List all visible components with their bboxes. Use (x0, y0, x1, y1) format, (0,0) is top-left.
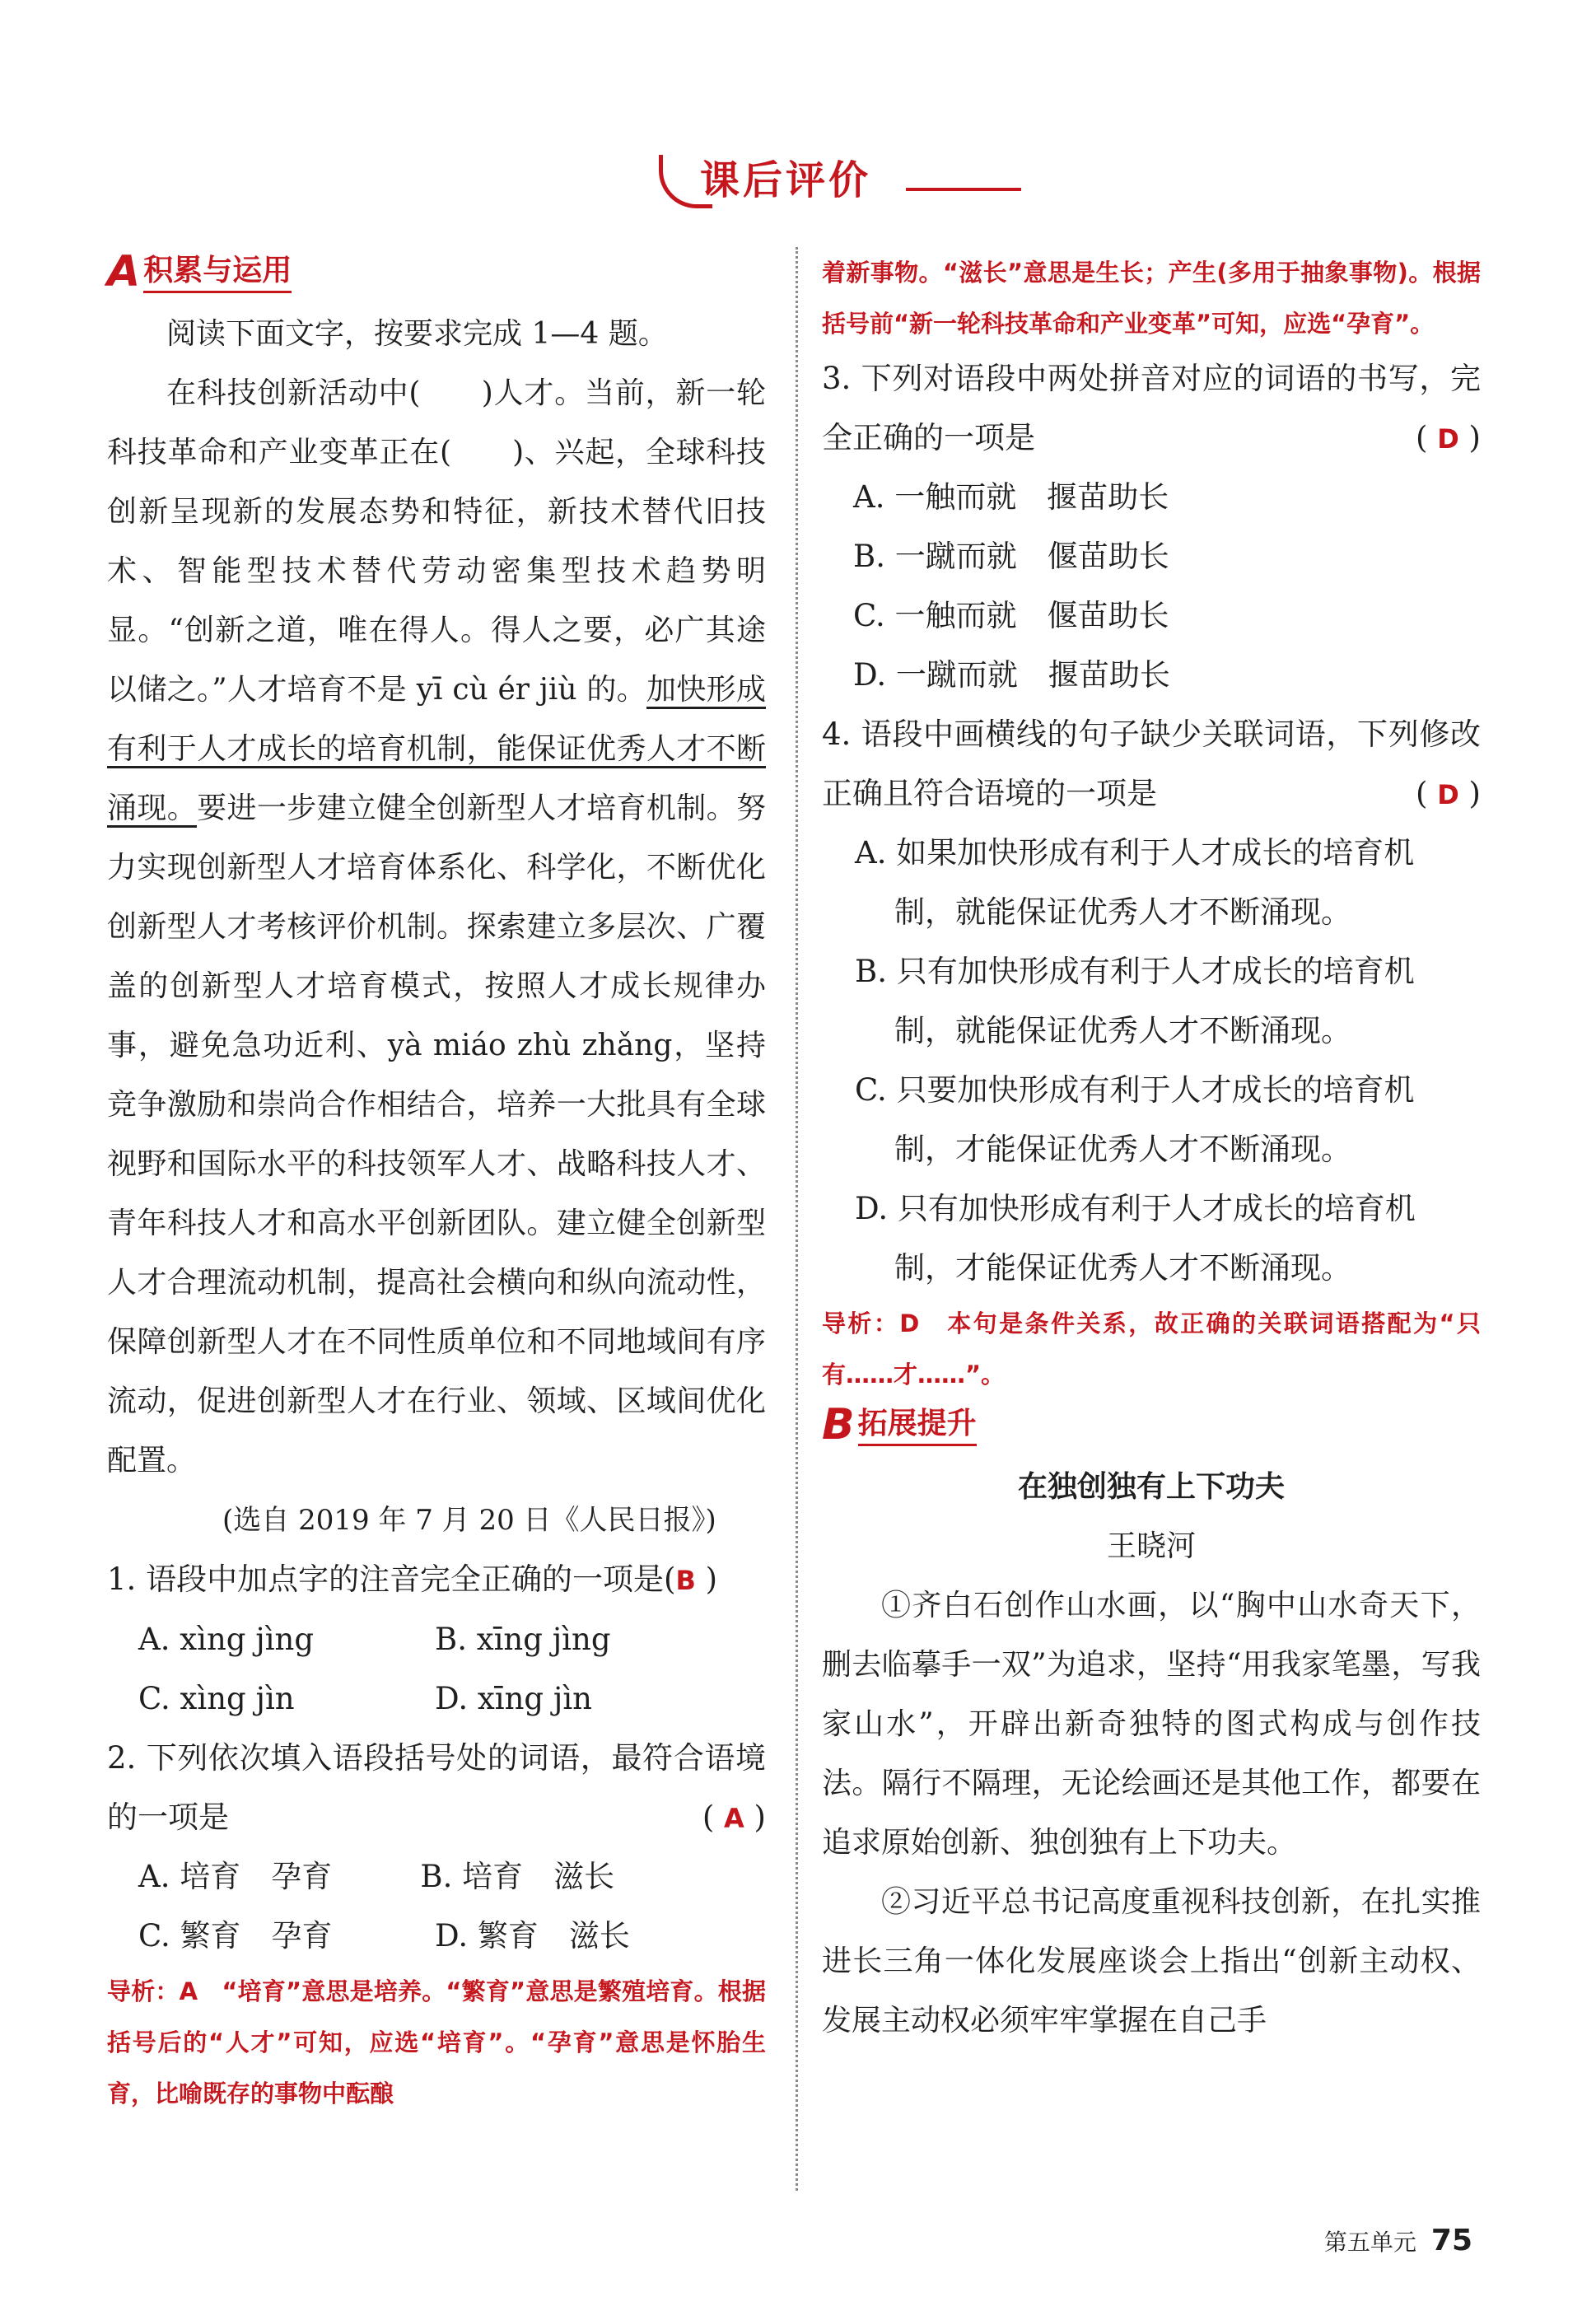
question-2-answer-box: ( A ) (702, 1800, 766, 1835)
question-1-close: ) (705, 1561, 718, 1597)
question-2-text: 2. 下列依次填入语段括号处的词语，最符合语境的一项是 (107, 1740, 766, 1835)
question-2-options-row-1 (107, 1847, 702, 1907)
question-3-option-b: B. 一蹴而就 偃苗助长 (853, 539, 1169, 574)
right-column (822, 247, 1481, 2051)
question-2-answer: A (724, 1803, 744, 1834)
question-4-option-a-line-2: 制，就能保证优秀人才不断涌现。 (894, 894, 1351, 930)
instructions: 阅读下面文字，按要求完成 1—4 题。 (166, 317, 668, 351)
question-4-option-d (822, 1179, 1481, 1298)
question-2-option-c: C. 繁育 孕育 (138, 1918, 333, 1954)
question-3-text: 3. 下列对语段中两处拼音对应的词语的书写，完全正确的一项是 (822, 361, 1481, 455)
question-1-option-c: C. xìng jìn (138, 1681, 295, 1716)
question-1-options-row-2 (107, 1669, 766, 1729)
unit-label: 第五单元 (1323, 2229, 1416, 2256)
question-3-option-d: D. 一蹴而就 揠苗助长 (853, 657, 1170, 693)
section-a-heading (107, 247, 766, 296)
question-4-answer: D (1437, 779, 1459, 810)
question-3-option-a: A. 一触而就 揠苗助长 (853, 479, 1169, 515)
question-2-stem (107, 1729, 766, 1847)
question-2-option-a: A. 培育 孕育 (138, 1859, 333, 1894)
question-2-options-row-2 (107, 1907, 766, 1966)
question-2-option-d: D. 繁育 滋长 (435, 1918, 630, 1954)
underlined-sentence: 加快形成有利于人才成长的培育机制，能保证优秀人才不断涌现。 (107, 673, 766, 828)
question-3-stem (822, 349, 1481, 468)
question-4-text: 4. 语段中画横线的句子缺少关联词语，下列修改正确且符合语境的一项是 (822, 717, 1481, 811)
article-paragraph-2: ②习近平总书记高度重视科技创新，在扎实推进长三角一体化发展座谈会上指出“创新主动权、发展主动权必须牢牢掌握在自己手 (822, 1885, 1481, 2038)
article-paragraph-1: ①齐白石创作山水画，以“胸中山水奇天下，删去临摹手一双”为追求，坚持“用我家笔墨，写我家山水”，开辟出新奇独特的图式构成与创作技法。隔行不隔理，无论绘画还是其他工作，都要在追求原始创新、独创独有上下功夫。 (822, 1589, 1481, 1860)
section-b-letter: B (822, 1400, 855, 1449)
question-4-option-d-line-1: D. 只有加快形成有利于人才成长的培育机 (855, 1191, 1416, 1226)
question-4-option-c-line-2: 制，才能保证优秀人才不断涌现。 (894, 1132, 1351, 1167)
article-title: 在独创独有上下功夫 (1017, 1470, 1285, 1504)
question-4-answer-box: ( D ) (1416, 776, 1481, 811)
question-1-options-row-1 (107, 1610, 766, 1669)
question-1-text: 1. 语段中加点字的注音完全正确的一项是( (107, 1561, 676, 1597)
page-footer (1324, 2224, 1472, 2257)
question-4-option-b-line-1: B. 只有加快形成有利于人才成长的培育机 (855, 954, 1415, 989)
header-rule (906, 188, 1021, 191)
header (659, 148, 1021, 206)
section-b-label: 拓展提升 (858, 1400, 977, 1446)
question-3-option-c: C. 一触而就 偃苗助长 (853, 598, 1169, 633)
question-4-option-c-line-1: C. 只要加快形成有利于人才成长的培育机 (855, 1072, 1415, 1108)
question-4-option-d-line-2: 制，才能保证优秀人才不断涌现。 (894, 1250, 1351, 1286)
passage-paragraph (107, 364, 766, 1491)
question-1-option-d: D. xīng jìn (435, 1681, 592, 1716)
section-b-heading (822, 1400, 1481, 1449)
page-number: 75 (1430, 2224, 1472, 2257)
question-4-option-a (822, 824, 1481, 942)
left-column (107, 247, 766, 2119)
passage-text-pre: 在科技创新活动中( )人才。当前，新一轮科技革命和产业变革正在( )、兴起，全球科技创新呈现新的发展态势和特征，新技术替代旧技术、智能型技术替代劳动密集型技术趋势明显。“创新之道，唯在得人。得人之要，必广其途以储之。”人才培育不是 yī cù ér jiù 的。 (107, 376, 766, 707)
question-3-answer-box: ( D ) (1416, 420, 1481, 455)
passage-source: (选自 2019 年 7 月 20 日《人民日报》) (222, 1504, 716, 1537)
question-4-option-b-line-2: 制，就能保证优秀人才不断涌现。 (894, 1013, 1351, 1048)
passage-text-post: 要进一步建立健全创新型人才培育机制。努力实现创新型人才培育体系化、科学化，不断优化创新型人才考核评价机制。探索建立多层次、广覆盖的创新型人才培育模式，按照人才成长规律办事，避免急功近利、yà miáo zhù zhǎng，坚持竞争激励和崇尚合作相结合，培养一大批具有全球视野和国际水平的科技领军人才、战略科技人才、青年科技人才和高水平创新团队。建立健全创新型人才合理流动机制，提高社会横向和纵向流动性，保障创新型人才在不同性质单位和不同地域间有序流动，促进创新型人才在行业、领域、区域间优化配置。 (107, 791, 766, 1477)
question-1-answer: B (675, 1565, 696, 1596)
question-4-analysis: 导析：D 本句是条件关系，故正确的关联词语搭配为“只有……才……”。 (822, 1309, 1481, 1389)
question-2-analysis: 导析：A “培育”意思是培养。“繁育”意思是繁殖培育。根据括号后的“人才”可知，应选“培育”。“孕育”意思是怀胎生育，比喻既存的事物中酝酿 (107, 1977, 766, 2108)
question-4-option-a-line-1: A. 如果加快形成有利于人才成长的培育机 (855, 835, 1415, 871)
column-divider (796, 247, 798, 2191)
question-1-option-a: A. xìng jìng (138, 1622, 315, 1657)
question-4-option-c (822, 1061, 1481, 1179)
question-2-analysis-continued: 着新事物。“滋长”意思是生长；产生(多用于抽象事物)。根据括号前“新一轮科技革命和产业变革”可知，应选“孕育”。 (822, 259, 1481, 338)
question-3-answer: D (1437, 423, 1459, 455)
question-2-option-b: B. 培育 滋长 (420, 1859, 615, 1894)
section-a-letter: A (107, 247, 141, 296)
question-1-stem (107, 1550, 766, 1610)
question-4-stem (822, 705, 1481, 824)
article-author: 王晓河 (1106, 1529, 1196, 1563)
section-a-label: 积累与运用 (143, 247, 292, 293)
question-4-option-b (822, 942, 1481, 1061)
page-title: 课后评价 (700, 157, 872, 203)
question-1-option-b: B. xīng jìng (435, 1622, 611, 1657)
